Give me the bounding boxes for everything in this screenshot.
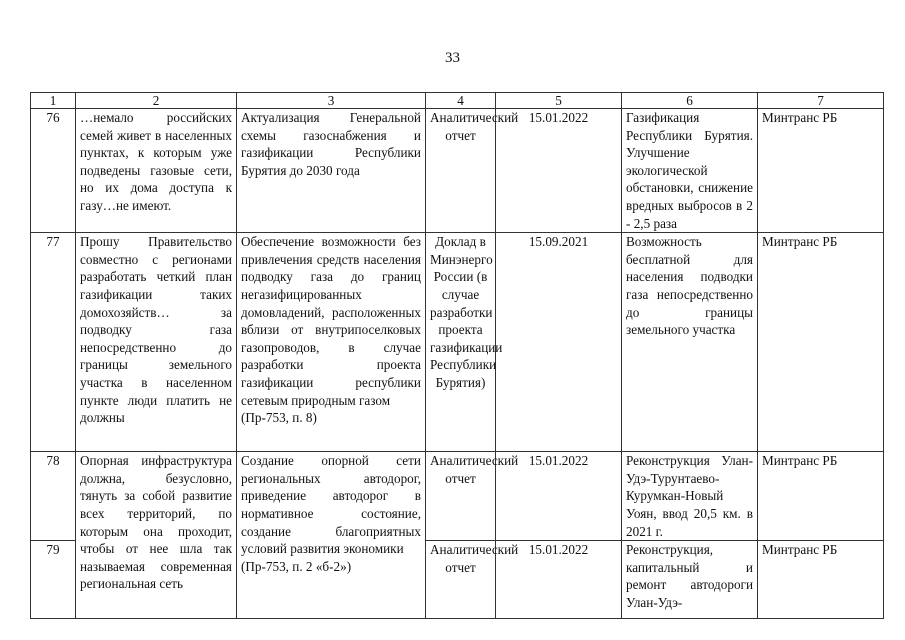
result-cell: Реконструкция, капитальный и ремонт автодороги Улан-Удэ- [622,541,758,619]
action-reference: (Пр-753, п. 8) [241,410,317,426]
report-form-cell: Доклад в Минэнерго России (в случае разработки проекта газификации Республики Бурятия) [426,233,496,452]
report-form-cell: Аналитический отчет [426,541,496,619]
plan-table [30,92,884,619]
deadline-cell: 15.09.2021 [496,233,622,452]
col-header-7: 7 [758,93,884,109]
col-header-4: 4 [426,93,496,109]
header-row [31,93,884,109]
action-cell [237,233,426,452]
col-header-1: 1 [31,93,76,109]
deadline-cell: 15.01.2022 [496,109,622,233]
table-row [31,109,884,233]
table-row [31,233,884,452]
col-header-3: 3 [237,93,426,109]
col-header-5: 5 [496,93,622,109]
action-cell [237,452,426,619]
responsible-cell: Минтранс РБ [758,452,884,541]
row-number: 78 [31,452,76,541]
action-cell: Актуализация Генеральной схемы газоснабжения и газификации Республики Бурятия до 2030 года [237,109,426,233]
row-number: 76 [31,109,76,233]
col-header-2: 2 [76,93,237,109]
page-number: 33 [445,50,460,66]
responsible-cell: Минтранс РБ [758,233,884,452]
report-form-cell: Аналитический отчет [426,109,496,233]
col-header-6: 6 [622,93,758,109]
table-row [31,452,884,541]
responsible-cell: Минтранс РБ [758,109,884,233]
requirement-cell: Прошу Правительство совместно с регионами разработать четкий план газификации таких домохозяйств… за подводку газа непосредственно до границы земельного участка в населенном пункте люди платить не должны [76,233,237,452]
report-form-cell: Аналитический отчет [426,452,496,541]
result-cell: Газификация Республики Бурятия. Улучшение экологической обстановки, снижение вредных выбросов в 2 - 2,5 раза [622,109,758,233]
requirement-cell: …немало российских семей живет в населенных пунктах, к которым уже подведены газовые сети, но их дома доступа к газу…не имеют. [76,109,237,233]
result-cell: Возможность бесплатной для населения подводки газа непосредственно до границы земельного участка [622,233,758,452]
row-number: 77 [31,233,76,452]
action-text: Обеспечение возможности без привлечения средств населения подводку газа до границ негазифицированных домовладений, расположенных вблизи от внутрипоселковых газопроводов, в случае разработки проекта газификации республики сетевым природным газом [241,234,421,408]
responsible-cell: Минтранс РБ [758,541,884,619]
action-reference: (Пр-753, п. 2 «б-2») [241,558,352,574]
requirement-cell: Опорная инфраструктура должна, безусловно, тянуть за собой развитие всех территорий, по которым она проходит, чтобы от нее шла так называемая современная региональная сеть [76,452,237,619]
deadline-cell: 15.01.2022 [496,541,622,619]
action-text: Создание опорной сети региональных автодорог, приведение автодорог в нормативное состояние, создание благоприятных условий развития экономики [241,453,421,557]
result-cell: Реконструкция Улан-Удэ-Турунтаево-Курумкан-Новый Уоян, ввод 20,5 км. в 2021 г. [622,452,758,541]
row-number: 79 [31,541,76,619]
deadline-cell: 15.01.2022 [496,452,622,541]
